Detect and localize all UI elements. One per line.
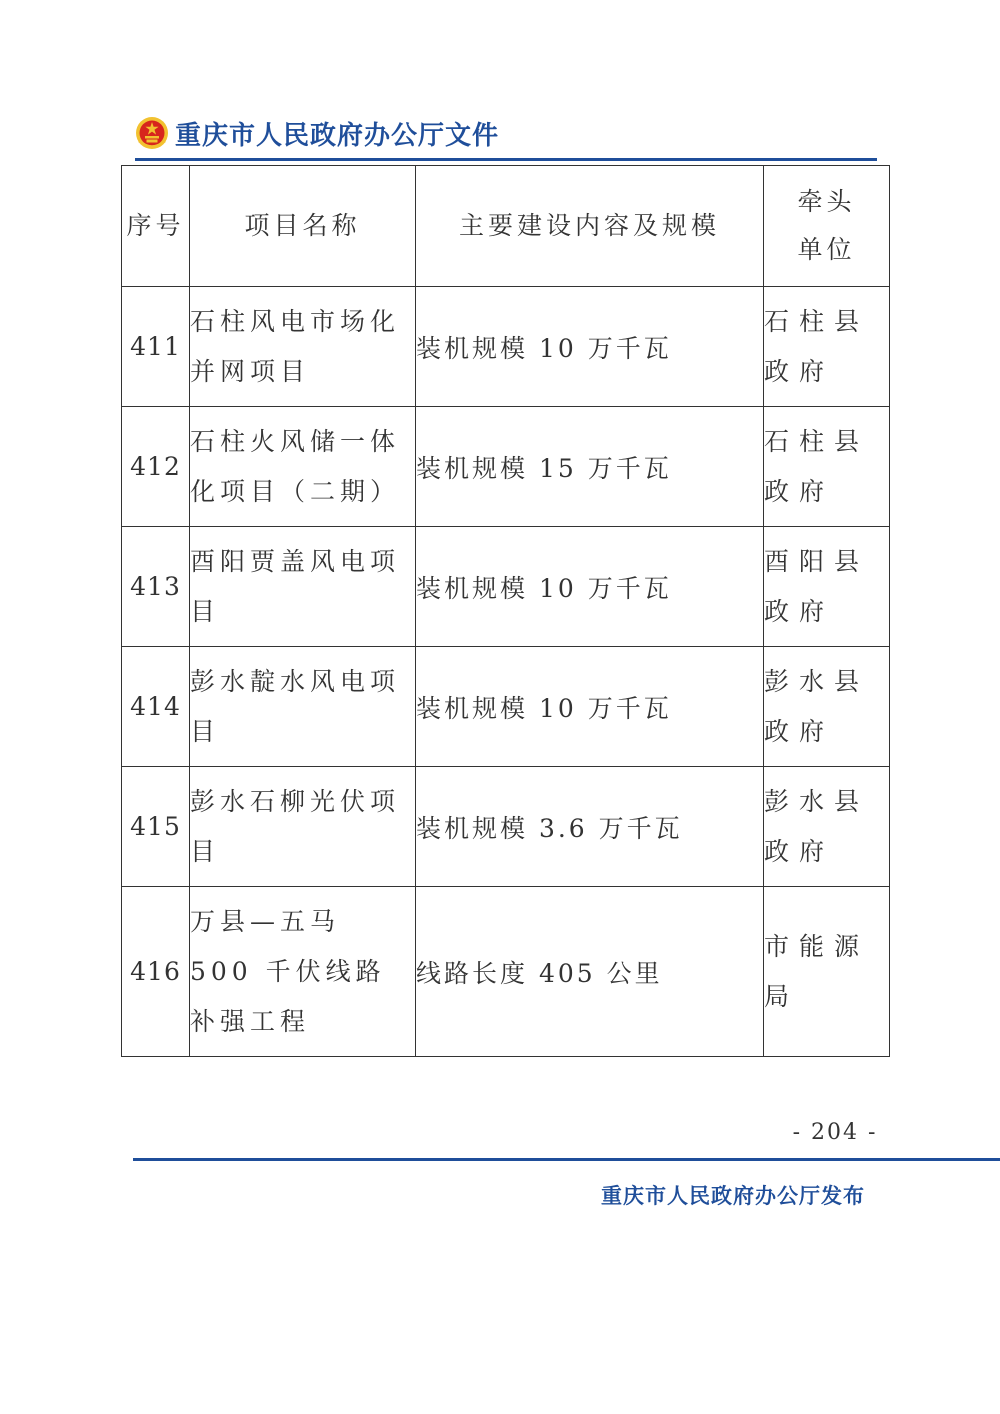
lead-unit: 石柱县政府 (764, 287, 890, 407)
project-name: 酉阳贾盖风电项目 (190, 527, 416, 647)
lead-unit: 酉阳县政府 (764, 527, 890, 647)
table-row (122, 287, 890, 407)
table-row (122, 767, 890, 887)
project-content: 装机规模 10 万千瓦 (416, 287, 764, 407)
national-emblem-icon (135, 116, 169, 150)
row-number: 411 (122, 287, 190, 407)
table-row (122, 647, 890, 767)
column-header-no: 序号 (122, 166, 190, 287)
row-number: 415 (122, 767, 190, 887)
page-number: - 204 - (792, 1120, 878, 1145)
lead-unit: 彭水县政府 (764, 647, 890, 767)
project-name: 彭水石柳光伏项目 (190, 767, 416, 887)
row-number: 412 (122, 407, 190, 527)
row-number: 416 (122, 887, 190, 1057)
project-table (121, 165, 890, 1057)
lead-unit: 市能源局 (764, 887, 890, 1057)
lead-unit: 石柱县政府 (764, 407, 890, 527)
table-row (122, 887, 890, 1057)
lead-unit: 彭水县政府 (764, 767, 890, 887)
column-header-unit: 牵头单位 (764, 166, 890, 287)
project-content: 装机规模 10 万千瓦 (416, 527, 764, 647)
table-header-row (122, 166, 890, 287)
row-number: 414 (122, 647, 190, 767)
table-row (122, 527, 890, 647)
footer-divider (133, 1158, 1000, 1161)
project-name: 彭水靛水风电项目 (190, 647, 416, 767)
project-content: 线路长度 405 公里 (416, 887, 764, 1057)
project-name: 万县—五马 500 千伏线路补强工程 (190, 887, 416, 1057)
row-number: 413 (122, 527, 190, 647)
project-content: 装机规模 15 万千瓦 (416, 407, 764, 527)
header-divider (135, 158, 877, 161)
project-content: 装机规模 10 万千瓦 (416, 647, 764, 767)
header-title: 重庆市人民政府办公厅文件 (175, 120, 500, 151)
project-content: 装机规模 3.6 万千瓦 (416, 767, 764, 887)
project-name: 石柱风电市场化并网项目 (190, 287, 416, 407)
footer-publisher: 重庆市人民政府办公厅发布 (601, 1184, 865, 1208)
column-header-name: 项目名称 (190, 166, 416, 287)
table-row (122, 407, 890, 527)
column-header-content: 主要建设内容及规模 (416, 166, 764, 287)
document-header (135, 110, 499, 156)
project-name: 石柱火风储一体化项目（二期） (190, 407, 416, 527)
